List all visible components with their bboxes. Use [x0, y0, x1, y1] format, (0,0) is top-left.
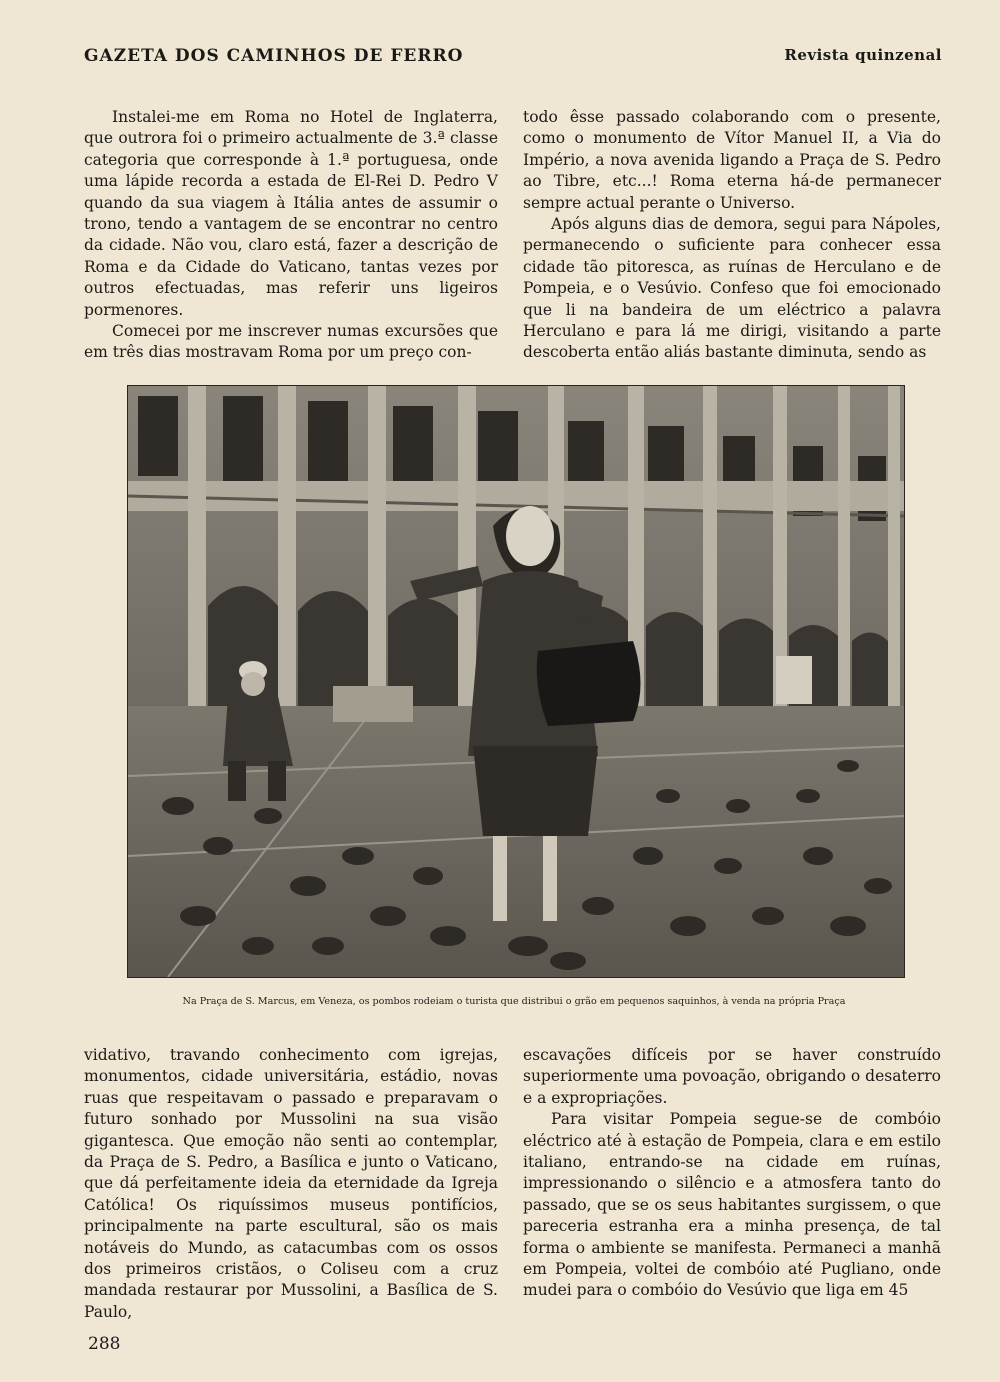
paragraph: Após alguns dias de demora, segui para Nápoles, permanecendo o suficiente para conhecer essa cidade tão pitoresca, as ruínas de Herculano e de Pompeia, e o Vesúvio. Confeso que foi emocionado que li na bandeira de um eléctrico a palavra Herculano e para lá me dirigi, visitando a parte descoberta então aliás bastante diminuta, sendo as — [523, 215, 941, 362]
handbag — [537, 641, 641, 726]
sign-board — [776, 656, 812, 704]
article-column-top-left — [84, 107, 498, 364]
page-number: 288 — [88, 1334, 121, 1354]
article-column-bottom-left — [84, 1045, 498, 1323]
grain-stand — [333, 686, 413, 722]
publication-title: GAZETA DOS CAMINHOS DE FERRO — [84, 46, 464, 66]
paragraph: Instalei-me em Roma no Hotel de Inglaterra, que outrora foi o primeiro actualmente de 3.ª classe categoria que corresponde à 1.ª portuguesa, onde uma lápide recorda a estada de El-Rei D. Pedro V quando da sua viagem à Itália antes de assumir o trono, tendo a vantagem de se encontrar no centro da cidade. Não vou, claro está, fazer a descrição de Roma e da Cidade do Vaticano, tantas vezes por outros efectuadas, mas referir uns ligeiros pormenores. — [84, 108, 498, 319]
paragraph: vidativo, travando conhecimento com igrejas, monumentos, cidade universitária, estádio, novas ruas que respeitavam o passado e preparavam o futuro sonhado por Mussolini na sua visão gigantesca. Que emoção não senti ao contemplar, da Praça de S. Pedro, a Basílica e junto o Vaticano, que dá perfeitamente ideia da eternidade da Igreja Católica! Os riquíssimos museus pontifícios, principalmente na parte escultural, são os mais notáveis do Mundo, as catacumbas com os ossos dos primeiros cristãos, o Coliseu com a cruz mandada restaurar por Mussolini, a Basílica de S. Paulo, — [84, 1046, 498, 1321]
article-column-bottom-right — [523, 1045, 941, 1302]
photo-venice-pigeons — [127, 385, 905, 978]
article-column-top-right — [523, 107, 941, 364]
paragraph: Comecei por me inscrever numas excursões que em três dias mostravam Roma por um preço con- — [84, 322, 498, 362]
publication-subtitle: Revista quinzenal — [784, 46, 942, 64]
photo-illustration — [128, 386, 904, 977]
photo-caption: Na Praça de S. Marcus, em Veneza, os pombos rodeiam o turista que distribui o grão em pequenos saquinhos, à venda na própria Praça — [182, 996, 846, 1007]
paragraph: todo êsse passado colaborando com o presente, como o monumento de Vítor Manuel II, a Via do Império, a nova avenida ligando a Praça de S. Pedro ao Tibre, etc...! Roma eterna há-de permanecer sempre actual perante o Universo. — [523, 108, 941, 212]
paragraph: Para visitar Pompeia segue-se de combóio eléctrico até à estação de Pompeia, clara e em estilo italiano, entrando-se na cidade em ruínas, impressionando o silêncio e a atmosfera tanto do passado, que se os seus habitantes surgissem, o que pareceria estranha era a minha presença, de tal forma o ambiente se manifesta. Permaneci a manhã em Pompeia, voltei de combóio até Pugliano, onde mudei para o combóio do Vesúvio que liga em 45 — [523, 1110, 941, 1300]
paragraph: escavações difíceis por se haver construído superiormente uma povoação, obrigando o desaterro e a expropriações. — [523, 1046, 941, 1107]
